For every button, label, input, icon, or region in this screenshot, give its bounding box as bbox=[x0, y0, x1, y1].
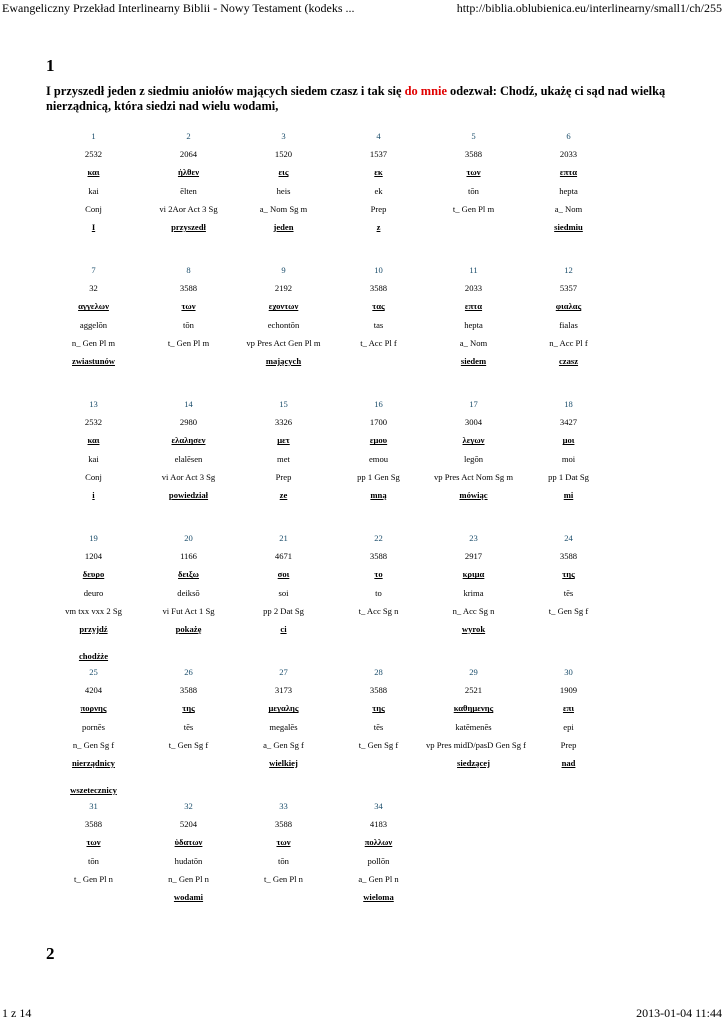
word-cell bbox=[236, 399, 331, 533]
transliteration: tas bbox=[373, 319, 384, 330]
polish-word[interactable] bbox=[521, 624, 616, 642]
word-cell bbox=[426, 667, 527, 801]
morphology: n_ Gen Pl n bbox=[168, 873, 209, 884]
word-cell bbox=[426, 131, 521, 265]
word-index: 30 bbox=[564, 667, 573, 677]
morphology: t_ Gen Sg f bbox=[358, 739, 399, 750]
word-cell bbox=[141, 667, 236, 801]
word-cell bbox=[46, 265, 141, 399]
greek-word[interactable]: μετ bbox=[277, 435, 290, 446]
word-cell bbox=[236, 533, 331, 667]
polish-word[interactable]: mną bbox=[370, 489, 387, 500]
transliteration: tōn bbox=[278, 855, 289, 866]
transliteration: hudatōn bbox=[174, 855, 203, 866]
page-counter: 1 z 14 bbox=[2, 1006, 32, 1020]
strong-number: 3588 bbox=[369, 685, 388, 696]
greek-word[interactable]: ἠλθεν bbox=[177, 167, 200, 178]
polish-word[interactable]: mówiąc bbox=[459, 489, 488, 500]
word-cell bbox=[521, 399, 616, 533]
word-cell bbox=[331, 131, 426, 265]
transliteration: krima bbox=[463, 587, 484, 598]
strong-number: 3588 bbox=[179, 685, 198, 696]
greek-word[interactable]: σοι bbox=[277, 569, 290, 580]
greek-word[interactable]: εμου bbox=[369, 435, 388, 446]
transliteration: tēs bbox=[183, 721, 194, 732]
greek-word[interactable]: της bbox=[372, 703, 385, 714]
morphology: t_ Gen Pl n bbox=[74, 873, 113, 884]
greek-word[interactable]: δειξω bbox=[178, 569, 199, 580]
word-cell bbox=[141, 265, 236, 399]
greek-word[interactable]: της bbox=[182, 703, 195, 714]
word-index: 33 bbox=[279, 801, 288, 811]
strong-number: 3588 bbox=[179, 283, 198, 294]
transliteration: echontōn bbox=[267, 319, 300, 330]
greek-word[interactable]: των bbox=[276, 837, 291, 848]
greek-word[interactable]: μεγαλης bbox=[268, 703, 299, 714]
morphology: vi Fut Act 1 Sg bbox=[162, 605, 215, 616]
word-index: 6 bbox=[566, 131, 571, 141]
strong-number: 3004 bbox=[464, 417, 483, 428]
header-title: Ewangeliczny Przekład Interlinearny Biblii - Nowy Testament (kodeks ... bbox=[2, 1, 355, 15]
word-index: 9 bbox=[281, 265, 286, 275]
word-index: 8 bbox=[186, 265, 191, 275]
polish-word[interactable]: mi bbox=[563, 489, 574, 500]
verse-text-end: odezwał: Chodź, ukażę ci sąd nad wielką nierządnicą, która siedzi nad wielu wodami, bbox=[46, 84, 666, 113]
word-row bbox=[46, 533, 662, 667]
verse-text-highlight: do mnie bbox=[404, 84, 447, 98]
word-cell bbox=[141, 399, 236, 533]
greek-word[interactable]: τας bbox=[372, 301, 385, 312]
greek-word[interactable]: δευρο bbox=[82, 569, 105, 580]
word-index: 2 bbox=[186, 131, 191, 141]
polish-word[interactable]: jeden bbox=[273, 221, 294, 232]
morphology: t_ Gen Pl m bbox=[167, 337, 210, 348]
word-index: 3 bbox=[281, 131, 286, 141]
greek-word[interactable]: καθημενης bbox=[453, 703, 494, 714]
print-date: 2013-01-04 11:44 bbox=[636, 1006, 722, 1020]
greek-word[interactable]: εχοντων bbox=[268, 301, 299, 312]
word-index: 34 bbox=[374, 801, 383, 811]
morphology: Conj bbox=[85, 203, 102, 214]
morphology: pp 2 Dat Sg bbox=[263, 605, 304, 616]
transliteration: aggelōn bbox=[79, 319, 108, 330]
strong-number: 3588 bbox=[274, 819, 293, 830]
verse-text bbox=[46, 84, 686, 114]
polish-word[interactable]: i bbox=[92, 489, 95, 500]
morphology: pp 1 Gen Sg bbox=[357, 471, 400, 482]
word-index: 22 bbox=[374, 533, 383, 543]
transliteration: megalēs bbox=[269, 721, 298, 732]
morphology: Conj bbox=[85, 471, 102, 482]
word-cell bbox=[521, 265, 616, 399]
strong-number: 3173 bbox=[274, 685, 293, 696]
strong-number: 32 bbox=[89, 283, 98, 294]
transliteration: ek bbox=[374, 185, 383, 196]
strong-number: 4183 bbox=[369, 819, 388, 830]
polish-word[interactable] bbox=[141, 356, 236, 374]
greek-word[interactable]: μοι bbox=[562, 435, 575, 446]
transliteration: fialas bbox=[559, 319, 578, 330]
strong-number: 2917 bbox=[464, 551, 483, 562]
word-cell bbox=[331, 399, 426, 533]
transliteration: to bbox=[375, 587, 382, 598]
polish-word[interactable]: siedem bbox=[460, 355, 487, 366]
morphology: vp Pres Act Nom Sg m bbox=[433, 471, 514, 482]
word-cell bbox=[426, 399, 521, 533]
strong-number: 3588 bbox=[369, 283, 388, 294]
greek-word[interactable]: εις bbox=[278, 167, 289, 178]
polish-alt-word[interactable]: wszetecznicy bbox=[70, 785, 117, 795]
polish-word[interactable]: przyjdź bbox=[79, 623, 108, 634]
word-index: 5 bbox=[471, 131, 476, 141]
word-cell bbox=[46, 399, 141, 533]
word-index: 26 bbox=[184, 667, 193, 677]
strong-number: 3326 bbox=[274, 417, 293, 428]
word-cell bbox=[46, 801, 141, 935]
word-cell bbox=[46, 667, 141, 801]
greek-word[interactable]: εκ bbox=[374, 167, 383, 178]
word-index: 20 bbox=[184, 533, 193, 543]
morphology: vm txx vxx 2 Sg bbox=[65, 605, 122, 616]
strong-number: 5204 bbox=[179, 819, 198, 830]
morphology: Prep bbox=[560, 739, 577, 750]
morphology: vi Aor Act 3 Sg bbox=[161, 471, 216, 482]
word-cell bbox=[521, 533, 616, 667]
strong-number: 3588 bbox=[464, 149, 483, 160]
transliteration: hepta bbox=[464, 319, 483, 330]
transliteration: deuro bbox=[83, 587, 104, 598]
word-index: 21 bbox=[279, 533, 288, 543]
morphology: Prep bbox=[370, 203, 387, 214]
polish-word[interactable]: siedmiu bbox=[554, 221, 583, 232]
greek-word[interactable]: και bbox=[87, 435, 100, 446]
polish-word[interactable] bbox=[426, 222, 521, 240]
greek-word[interactable]: των bbox=[466, 167, 481, 178]
morphology: t_ Acc Sg n bbox=[358, 605, 399, 616]
strong-number: 2192 bbox=[274, 283, 293, 294]
polish-word[interactable] bbox=[236, 892, 331, 910]
word-index: 19 bbox=[89, 533, 98, 543]
strong-number: 3588 bbox=[559, 551, 578, 562]
transliteration: pollōn bbox=[367, 855, 390, 866]
word-cell bbox=[141, 801, 236, 935]
transliteration: moi bbox=[561, 453, 576, 464]
word-index: 31 bbox=[89, 801, 98, 811]
transliteration: epi bbox=[563, 721, 574, 732]
morphology: a_ Nom bbox=[554, 203, 583, 214]
transliteration: pornēs bbox=[82, 721, 105, 732]
word-index: 29 bbox=[469, 667, 478, 677]
word-cell bbox=[521, 667, 616, 801]
polish-word[interactable]: nierządnicy bbox=[72, 757, 115, 768]
word-cell bbox=[426, 265, 521, 399]
greek-word[interactable]: της bbox=[562, 569, 575, 580]
word-index: 16 bbox=[374, 399, 383, 409]
morphology: n_ Gen Sg f bbox=[72, 739, 115, 750]
morphology: t_ Gen Pl m bbox=[452, 203, 495, 214]
greek-word[interactable]: φιαλας bbox=[555, 301, 582, 312]
word-row bbox=[46, 801, 662, 935]
page-header bbox=[0, 0, 724, 16]
greek-word[interactable]: πολλων bbox=[364, 837, 393, 848]
word-cell bbox=[236, 265, 331, 399]
header-url: http://biblia.oblubienica.eu/interlinearny/small1/ch/255 bbox=[456, 1, 722, 15]
word-index: 10 bbox=[374, 265, 383, 275]
polish-word[interactable]: nad bbox=[561, 757, 576, 768]
strong-number: 1204 bbox=[84, 551, 103, 562]
polish-word[interactable] bbox=[331, 758, 426, 776]
transliteration: deiksō bbox=[177, 587, 200, 598]
strong-number: 2521 bbox=[464, 685, 483, 696]
polish-word[interactable]: mających bbox=[265, 355, 302, 366]
polish-word[interactable] bbox=[331, 356, 426, 374]
word-index: 4 bbox=[376, 131, 381, 141]
word-index: 15 bbox=[279, 399, 288, 409]
word-cell bbox=[426, 801, 521, 935]
word-cell bbox=[331, 533, 426, 667]
polish-word[interactable]: ze bbox=[279, 489, 288, 500]
greek-word[interactable]: επτα bbox=[464, 301, 483, 312]
word-row bbox=[46, 131, 662, 265]
strong-number: 2033 bbox=[559, 149, 578, 160]
transliteration: tōn bbox=[88, 855, 99, 866]
word-cell bbox=[331, 667, 426, 801]
morphology: a_ Gen Pl n bbox=[358, 873, 399, 884]
morphology: vp Pres Act Gen Pl m bbox=[246, 337, 321, 348]
word-cell bbox=[331, 801, 426, 935]
word-index: 25 bbox=[89, 667, 98, 677]
word-index: 24 bbox=[564, 533, 573, 543]
polish-word[interactable]: z bbox=[376, 221, 381, 232]
verse-text-start: I przyszedł jeden z siedmiu aniołów mających siedem czasz i tak się bbox=[46, 84, 405, 98]
strong-number: 1700 bbox=[369, 417, 388, 428]
morphology: n_ Acc Sg n bbox=[452, 605, 495, 616]
greek-word[interactable]: και bbox=[87, 167, 100, 178]
word-index: 13 bbox=[89, 399, 98, 409]
morphology: n_ Acc Pl f bbox=[549, 337, 588, 348]
transliteration: tōn bbox=[183, 319, 194, 330]
strong-number: 2532 bbox=[84, 417, 103, 428]
word-cell bbox=[236, 801, 331, 935]
greek-word[interactable]: λεγων bbox=[462, 435, 485, 446]
interlinear-grid bbox=[46, 131, 662, 935]
greek-word[interactable]: αγγελων bbox=[78, 301, 109, 312]
strong-number: 4204 bbox=[84, 685, 103, 696]
transliteration: emou bbox=[368, 453, 389, 464]
transliteration: met bbox=[277, 453, 290, 464]
word-index: 32 bbox=[184, 801, 193, 811]
page-footer bbox=[0, 1006, 724, 1024]
strong-number: 2980 bbox=[179, 417, 198, 428]
transliteration: legōn bbox=[463, 453, 484, 464]
transliteration: elalēsen bbox=[174, 453, 203, 464]
greek-word[interactable]: επτα bbox=[559, 167, 578, 178]
morphology: a_ Nom bbox=[459, 337, 488, 348]
polish-word[interactable]: wielkiej bbox=[269, 757, 298, 768]
strong-number: 2532 bbox=[84, 149, 103, 160]
greek-word[interactable]: των bbox=[181, 301, 196, 312]
polish-word[interactable] bbox=[331, 624, 426, 642]
polish-word[interactable] bbox=[141, 758, 236, 776]
word-index: 28 bbox=[374, 667, 383, 677]
word-row bbox=[46, 399, 662, 533]
polish-word[interactable]: wyrok bbox=[461, 623, 486, 634]
word-index: 14 bbox=[184, 399, 193, 409]
word-index: 1 bbox=[91, 131, 96, 141]
polish-word[interactable] bbox=[46, 892, 141, 910]
greek-word[interactable]: το bbox=[374, 569, 383, 580]
polish-word[interactable]: przyszedł bbox=[171, 221, 206, 232]
polish-word[interactable]: czasz bbox=[558, 355, 579, 366]
word-index: 18 bbox=[564, 399, 573, 409]
morphology: t_ Gen Sg f bbox=[168, 739, 209, 750]
greek-word[interactable]: των bbox=[86, 837, 101, 848]
word-index: 23 bbox=[469, 533, 478, 543]
morphology: vp Pres midD/pasD Gen Sg f bbox=[426, 739, 527, 750]
verse-number-next: 2 bbox=[46, 944, 55, 963]
word-cell bbox=[46, 533, 141, 667]
word-cell bbox=[521, 801, 616, 935]
polish-word[interactable]: pokażę bbox=[175, 623, 202, 634]
word-index: 11 bbox=[469, 265, 478, 275]
morphology: n_ Gen Pl m bbox=[71, 337, 116, 348]
morphology: Prep bbox=[275, 471, 292, 482]
word-index: 27 bbox=[279, 667, 288, 677]
transliteration: tēs bbox=[563, 587, 574, 598]
polish-word[interactable]: powiedział bbox=[168, 489, 209, 500]
word-row bbox=[46, 667, 662, 801]
greek-word[interactable]: ὑδατων bbox=[174, 837, 203, 848]
transliteration: kai bbox=[88, 185, 99, 196]
strong-number: 2064 bbox=[179, 149, 198, 160]
word-cell bbox=[141, 131, 236, 265]
strong-number: 3588 bbox=[369, 551, 388, 562]
word-cell bbox=[46, 131, 141, 265]
polish-word[interactable]: siedzącej bbox=[457, 757, 490, 768]
transliteration: ēlten bbox=[180, 185, 197, 196]
word-index: 7 bbox=[91, 265, 96, 275]
word-cell bbox=[426, 533, 521, 667]
greek-word[interactable]: επι bbox=[562, 703, 575, 714]
polish-word[interactable]: zwiastunów bbox=[72, 355, 115, 366]
morphology: a_ Gen Sg f bbox=[263, 739, 304, 750]
strong-number: 2033 bbox=[464, 283, 483, 294]
word-index: 12 bbox=[564, 265, 573, 275]
transliteration: heis bbox=[276, 185, 291, 196]
strong-number: 4671 bbox=[274, 551, 293, 562]
transliteration: soi bbox=[278, 587, 289, 598]
word-cell bbox=[141, 533, 236, 667]
word-cell bbox=[236, 131, 331, 265]
polish-word[interactable]: ci bbox=[280, 623, 287, 634]
polish-word[interactable]: I bbox=[91, 221, 96, 232]
morphology: t_ Gen Sg f bbox=[548, 605, 589, 616]
transliteration: tōn bbox=[468, 185, 479, 196]
strong-number: 3427 bbox=[559, 417, 578, 428]
strong-number: 1537 bbox=[369, 149, 388, 160]
greek-word[interactable]: κριμα bbox=[462, 569, 485, 580]
greek-word[interactable]: πορνης bbox=[80, 703, 107, 714]
morphology: a_ Nom Sg m bbox=[259, 203, 308, 214]
transliteration: katēmenēs bbox=[455, 721, 492, 732]
morphology: pp 1 Dat Sg bbox=[548, 471, 589, 482]
polish-word[interactable]: wieloma bbox=[363, 891, 394, 902]
morphology: t_ Gen Pl n bbox=[264, 873, 303, 884]
polish-alt-word[interactable]: chodźże bbox=[78, 651, 109, 661]
morphology: t_ Acc Pl f bbox=[360, 337, 397, 348]
strong-number: 1166 bbox=[180, 551, 197, 562]
word-index: 17 bbox=[469, 399, 478, 409]
word-cell bbox=[521, 131, 616, 265]
greek-word[interactable]: ελαλησεν bbox=[171, 435, 206, 446]
transliteration: kai bbox=[88, 453, 99, 464]
word-row bbox=[46, 265, 662, 399]
strong-number: 1909 bbox=[559, 685, 578, 696]
word-cell bbox=[331, 265, 426, 399]
verse-number: 1 bbox=[46, 56, 55, 75]
word-cell bbox=[236, 667, 331, 801]
polish-word[interactable]: wodami bbox=[173, 891, 204, 902]
strong-number: 3588 bbox=[84, 819, 103, 830]
transliteration: hepta bbox=[559, 185, 578, 196]
transliteration: tēs bbox=[373, 721, 384, 732]
morphology: vi 2Aor Act 3 Sg bbox=[159, 203, 218, 214]
strong-number: 5357 bbox=[559, 283, 578, 294]
strong-number: 1520 bbox=[274, 149, 293, 160]
